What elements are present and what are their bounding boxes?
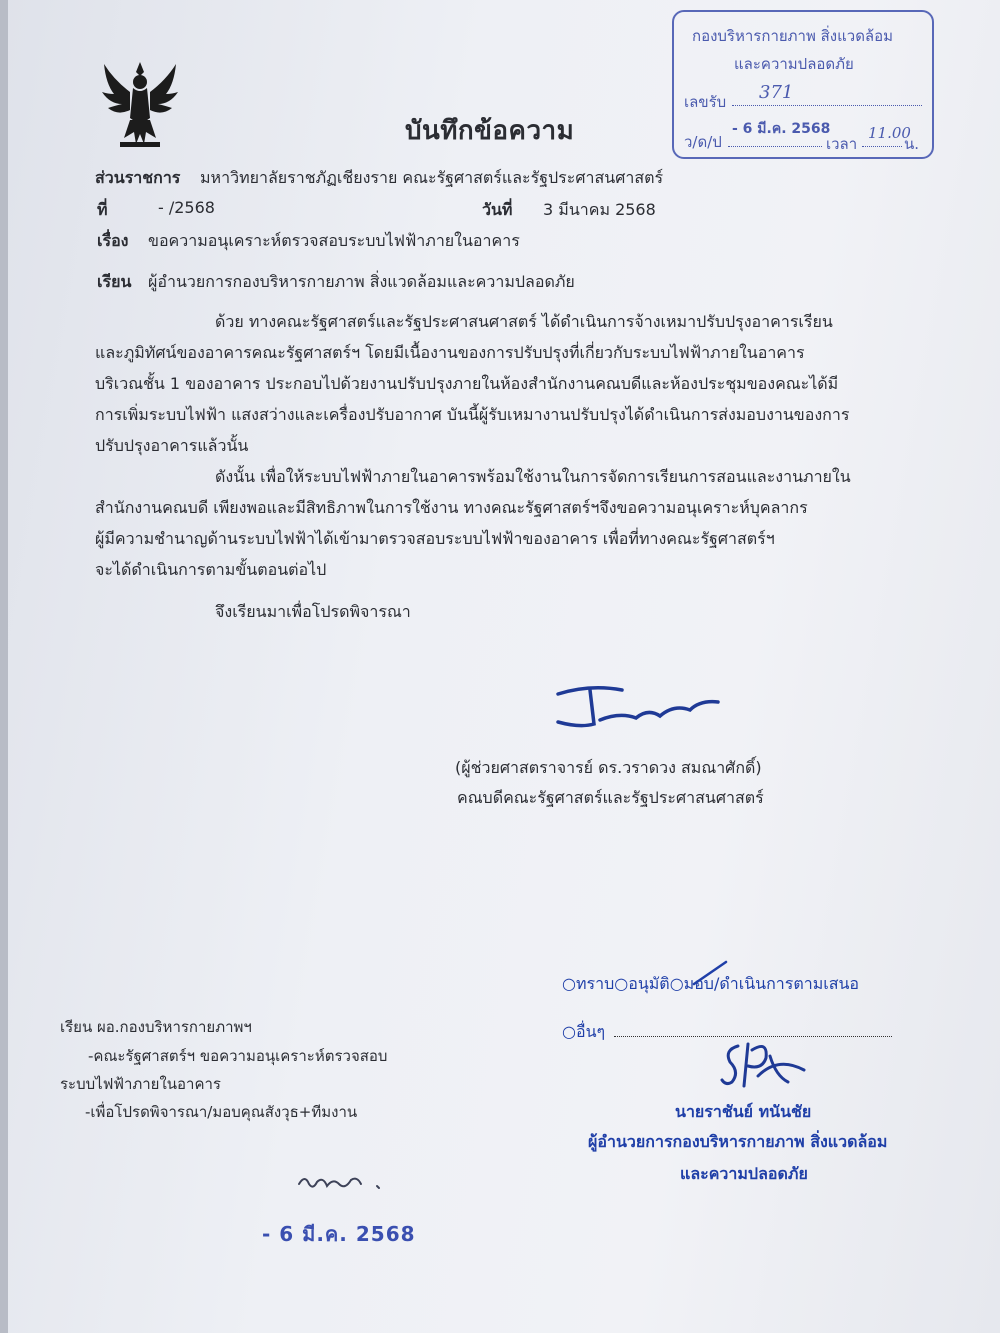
body-line: ดังนั้น เพื่อให้ระบบไฟฟ้าภายในอาคารพร้อมใช้งานในการจัดการเรียนการสอนและงานภายใน	[215, 467, 851, 486]
stamp-time-unit: น.	[904, 135, 920, 153]
ref-label: ที่	[97, 200, 108, 219]
stamp-time-label: เวลา	[826, 135, 858, 153]
director-position-line1: ผู้อำนวยการกองบริหารกายภาพ สิ่งแวดล้อม	[588, 1132, 888, 1151]
paper-edge	[0, 0, 8, 1333]
closing-line: จึงเรียนมาเพื่อโปรดพิจารณา	[215, 602, 411, 621]
memo-stamp-date: - 6 มี.ค. 2568	[262, 1222, 416, 1246]
body-line: จะได้ดำเนินการตามขั้นตอนต่อไป	[95, 560, 327, 579]
to-label: เรียน	[97, 272, 132, 291]
body-line: ผู้มีความชำนาญด้านระบบไฟฟ้าได้เข้ามาตรวจสอบระบบไฟฟ้าของอาคาร เพื่อที่ทางคณะรัฐศาสตร์ฯ	[95, 529, 775, 548]
garuda-emblem-icon	[100, 58, 180, 150]
memo-note-line4: -เพื่อโปรดพิจารณา/มอบคุณสังวุธ+ทีมงาน	[85, 1103, 358, 1121]
subject-label: เรื่อง	[97, 231, 129, 250]
approval-other-label: ○อื่นๆ	[562, 1022, 606, 1041]
body-line: ด้วย ทางคณะรัฐศาสตร์และรัฐประศาสนศาสตร์ ได้ดำเนินการจ้างเหมาปรับปรุงอาคารเรียน	[215, 312, 833, 331]
memo-note-line2: -คณะรัฐศาสตร์ฯ ขอความอนุเคราะห์ตรวจสอบ	[88, 1047, 388, 1065]
stamp-date-dots	[728, 146, 822, 147]
approval-check-mark	[690, 958, 730, 990]
stamp-date-value: - 6 มี.ค. 2568	[732, 121, 831, 137]
body-line: สำนักงานคณบดี เพียงพอและมีสิทธิภาพในการใช้งาน ทางคณะรัฐศาสตร์ฯจึงขอความอนุเคราะห์บุคลากร	[95, 498, 808, 517]
approval-options: ○ทราบ○อนุมัติ○มอบ/ดำเนินการตามเสนอ	[562, 974, 860, 993]
stamp-recv-label: เลขรับ	[684, 93, 727, 111]
receiving-stamp	[672, 10, 934, 159]
subject-value: ขอความอนุเคราะห์ตรวจสอบระบบไฟฟ้าภายในอาคาร	[148, 231, 520, 250]
stamp-org-line1: กองบริหารกายภาพ สิ่งแวดล้อม	[692, 27, 894, 45]
director-signature	[718, 1036, 808, 1092]
signer-position: คณบดีคณะรัฐศาสตร์และรัฐประศาสนศาสตร์	[457, 788, 764, 807]
ref-value: - /2568	[158, 198, 215, 217]
memo-note-line3: ระบบไฟฟ้าภายในอาคาร	[60, 1075, 221, 1093]
body-line: และภูมิทัศน์ของอาคารคณะรัฐศาสตร์ฯ โดยมีเนื้องานของการปรับปรุงที่เกี่ยวกับระบบไฟฟ้าภายในอาคาร	[95, 343, 805, 362]
signer-name: (ผู้ช่วยศาสตราจารย์ ดร.วราดวง สมณาศักดิ์)	[455, 758, 762, 777]
body-line: บริเวณชั้น 1 ของอาคาร ประกอบไปด้วยงานปรับปรุงภายในห้องสำนักงานคณบดีและห้องประชุมของคณะได้มี	[95, 374, 839, 393]
stamp-time-dots	[862, 146, 902, 147]
body-line: การเพิ่มระบบไฟฟ้า แสงสว่างและเครื่องปรับอากาศ บันนี้ผู้รับเหมางานปรับปรุงได้ดำเนินการส่งมอบงานของการ	[95, 405, 850, 424]
stamp-time-value: 11.00	[868, 124, 911, 142]
stamp-recv-value: 371	[759, 82, 794, 103]
director-position-line2: และความปลอดภัย	[680, 1164, 808, 1183]
memo-note-line1: เรียน ผอ.กองบริหารกายภาพฯ	[60, 1018, 252, 1036]
director-name: นายราชันย์ ทนันชัย	[675, 1102, 812, 1121]
unit-label: ส่วนราชการ	[95, 168, 181, 187]
memo-title: บันทึกข้อความ	[405, 116, 575, 146]
body-line: ปรับปรุงอาคารแล้วนั้น	[95, 436, 249, 455]
date-value: 3 มีนาคม 2568	[543, 200, 656, 219]
stamp-org-line2: และความปลอดภัย	[734, 55, 854, 73]
date-label: วันที่	[482, 200, 513, 219]
stamp-recv-dots	[732, 105, 922, 106]
memo-initials	[295, 1168, 385, 1194]
to-value: ผู้อำนวยการกองบริหารกายภาพ สิ่งแวดล้อมและความปลอดภัย	[148, 272, 575, 291]
stamp-date-label: ว/ด/ป	[684, 133, 722, 151]
dean-signature	[550, 682, 725, 732]
unit-value: มหาวิทยาลัยราชภัฏเชียงราย คณะรัฐศาสตร์และรัฐประศาสนศาสตร์	[200, 168, 664, 187]
